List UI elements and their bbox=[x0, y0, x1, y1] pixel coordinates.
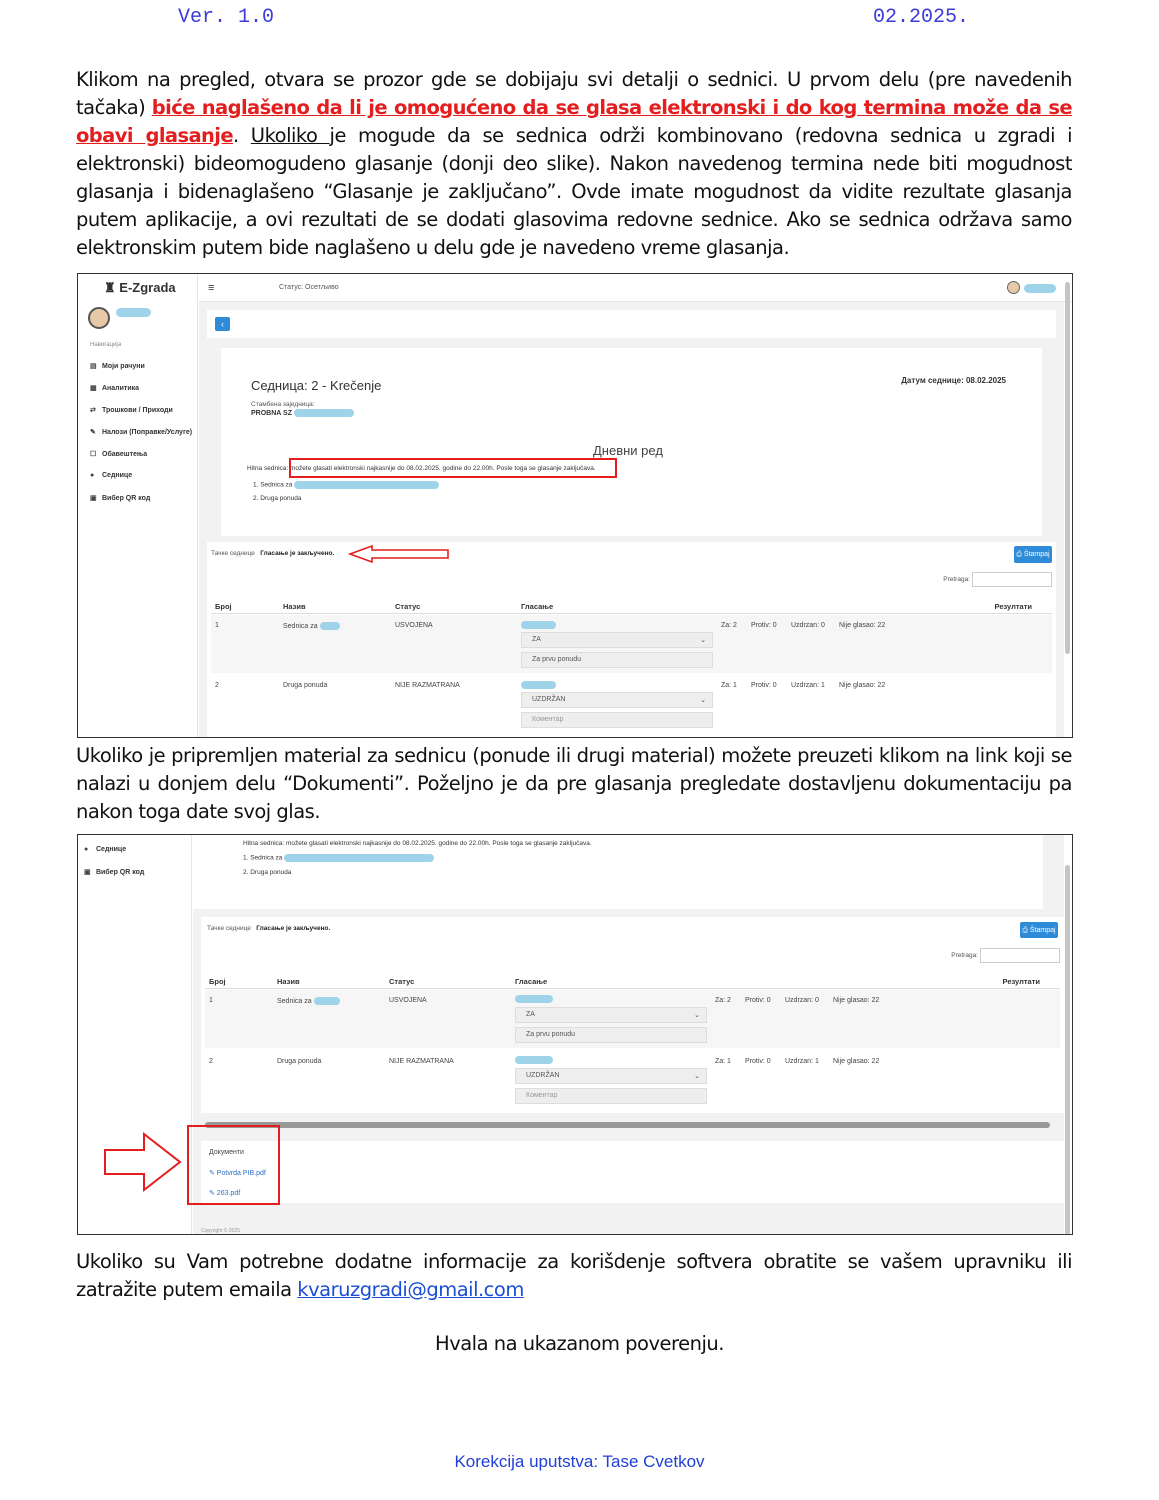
date-label: 02.2025. bbox=[873, 6, 970, 29]
sidebar-item-notices[interactable]: ☐ Обавештења bbox=[90, 451, 148, 458]
email-link[interactable]: kvaruzgradi@gmail.com bbox=[297, 1278, 524, 1301]
result-protiv: Protiv: 0 bbox=[745, 997, 771, 1004]
voter-blurred bbox=[515, 995, 553, 1003]
closing-paragraph bbox=[76, 1248, 1072, 1304]
screenshot-documents bbox=[77, 834, 1073, 1235]
menu-icon[interactable]: ≡ bbox=[208, 282, 215, 294]
topbar-avatar[interactable] bbox=[1007, 281, 1020, 294]
topbar-user-blurred bbox=[1024, 284, 1056, 293]
chevron-down-icon: ⌄ bbox=[700, 637, 706, 644]
app-logo[interactable]: ♜ E-Zgrada bbox=[104, 280, 176, 295]
row-name-blurred bbox=[314, 997, 340, 1005]
urgent-notice: Hitna sednica: možete glasati elektronski najkasnije do 08.02.2025. godine do 22.00h. Posle toga se glasanje zaključava. bbox=[243, 840, 592, 847]
version-label: Ver. 1.0 bbox=[178, 6, 275, 29]
col-name[interactable]: Назив bbox=[277, 977, 300, 986]
result-za: Za: 1 bbox=[715, 1058, 731, 1065]
status-text: Статус: Осетљиво bbox=[279, 284, 339, 291]
voter-blurred bbox=[521, 621, 556, 629]
vote-select[interactable]: ZA ⌄ bbox=[515, 1007, 707, 1023]
row-name-blurred bbox=[320, 622, 340, 630]
intro-text-1: Klikom na pregled, otvara se prozor gde se dobijaju svi detalji o sednici. U prvom delu (pre navedenih tačaka) bbox=[76, 68, 1072, 119]
row-status: USVOJENA bbox=[395, 622, 433, 629]
table-row bbox=[211, 675, 1052, 733]
session-date: Датум седнице: 08.02.2025 bbox=[901, 376, 1006, 385]
chevron-down-icon: ⌄ bbox=[694, 1012, 700, 1019]
result-protiv: Protiv: 0 bbox=[751, 682, 777, 689]
row-name: Druga ponuda bbox=[277, 1058, 322, 1065]
screenshot-session-detail bbox=[77, 273, 1073, 738]
col-name[interactable]: Назив bbox=[283, 602, 306, 611]
result-nije: Nije glasao: 22 bbox=[839, 622, 886, 629]
print-button[interactable]: ⎙ Štampaj bbox=[1020, 922, 1058, 938]
highlight-box bbox=[289, 458, 617, 478]
result-nije: Nije glasao: 22 bbox=[833, 997, 880, 1004]
voter-blurred bbox=[515, 1056, 553, 1064]
sidebar-item-expenses[interactable]: ⇄ Трошкови / Приходи bbox=[90, 407, 173, 414]
table-row bbox=[205, 990, 1060, 1048]
result-uzdrzan: Uzdrzan: 0 bbox=[785, 997, 819, 1004]
highlight-box bbox=[187, 1125, 280, 1205]
sidebar-item-accounts[interactable]: ▤ Моји рачуни bbox=[90, 363, 145, 370]
points-panel bbox=[201, 917, 1064, 1113]
col-results[interactable]: Резултати bbox=[1002, 977, 1040, 986]
chevron-down-icon: ⌄ bbox=[700, 697, 706, 704]
col-number[interactable]: Број bbox=[215, 602, 232, 611]
row-number: 1 bbox=[209, 997, 213, 1004]
table-header bbox=[205, 973, 1060, 989]
intro-underlined-word: Ukoliko bbox=[250, 124, 330, 147]
vote-select[interactable]: UZDRŽAN ⌄ bbox=[521, 692, 713, 708]
row-status: USVOJENA bbox=[389, 997, 427, 1004]
row-status: NIJE RAZMATRANA bbox=[389, 1058, 454, 1065]
chat-icon: ● bbox=[84, 846, 89, 853]
vote-select[interactable]: UZDRŽAN ⌄ bbox=[515, 1068, 707, 1084]
building-icon: ♜ bbox=[104, 280, 116, 295]
intro-paragraph bbox=[76, 66, 1072, 262]
search-label: Pretraga: bbox=[951, 952, 978, 959]
result-za: Za: 1 bbox=[721, 682, 737, 689]
urgent-notice: Hitna sednica: možete glasati elektronski najkasnije do 08.02.2025. godine do 22.00h. Posle toga se glasanje zaključava. bbox=[247, 465, 596, 472]
nav-label: Навигација bbox=[90, 342, 122, 348]
session-title: Седница: 2 - Krečenje bbox=[251, 378, 382, 393]
table-row bbox=[211, 615, 1052, 673]
agenda-item-1: 1. Sednica za bbox=[243, 854, 434, 862]
print-button[interactable]: ⎙ Štampaj bbox=[1014, 546, 1052, 563]
col-results[interactable]: Резултати bbox=[994, 602, 1032, 611]
table-header bbox=[211, 598, 1052, 614]
agenda-item-blurred bbox=[284, 854, 434, 862]
comment-field[interactable]: Za prvu ponudu bbox=[515, 1027, 707, 1043]
agenda-title: Дневни ред bbox=[593, 443, 663, 458]
session-card bbox=[221, 348, 1042, 536]
middle-paragraph: Ukoliko je pripremljen material za sednicu (ponude ili drugi material) možete preuzeti klikom na link koji se nalazi u donjem delu “Dokumenti”. Poželjno je da pre glasanja pregledate dostavljenu dokumentaciju pa nakon toga date svoj glas. bbox=[76, 744, 1072, 823]
search-input[interactable] bbox=[972, 572, 1052, 587]
wrench-icon: ✎ bbox=[90, 429, 96, 436]
arrow-left-icon bbox=[347, 544, 452, 564]
sidebar bbox=[78, 274, 198, 738]
comment-field[interactable]: Коментар bbox=[515, 1088, 707, 1104]
avatar[interactable] bbox=[88, 307, 110, 329]
back-bar bbox=[207, 310, 1056, 338]
search-label: Pretraga: bbox=[943, 576, 970, 583]
thanks-text: Hvala na ukazanom poverenju. bbox=[435, 1332, 724, 1355]
sidebar-item-viber-qr[interactable]: ▣ Вибер QR код bbox=[90, 495, 151, 502]
vote-select[interactable]: ZA ⌄ bbox=[521, 632, 713, 648]
arrow-right-icon bbox=[102, 1131, 184, 1193]
documents-label: Документи bbox=[209, 1149, 244, 1156]
documents-panel bbox=[201, 1141, 1064, 1203]
document-link[interactable]: ✎ Potvrda PIB.pdf bbox=[209, 1170, 266, 1177]
points-label: Тачке седнице Гласање је закључено. bbox=[207, 925, 331, 932]
chevron-down-icon: ⌄ bbox=[694, 1073, 700, 1080]
calculator-icon: ▦ bbox=[90, 385, 97, 392]
back-button[interactable]: ‹ bbox=[215, 317, 230, 331]
col-status[interactable]: Статус bbox=[395, 602, 421, 611]
sidebar-item-orders[interactable]: ✎ Налози (Поправке/Услуге) bbox=[90, 429, 193, 436]
col-vote[interactable]: Гласање bbox=[515, 977, 548, 986]
scrollbar[interactable] bbox=[1065, 865, 1070, 1235]
sidebar-item-analytics[interactable]: ▦ Аналитика bbox=[90, 385, 140, 392]
user-name-blurred bbox=[116, 308, 151, 317]
row-number: 2 bbox=[209, 1058, 213, 1065]
search-input[interactable] bbox=[980, 948, 1060, 963]
col-number[interactable]: Број bbox=[209, 977, 226, 986]
exchange-icon: ⇄ bbox=[90, 407, 96, 414]
scrollbar[interactable] bbox=[1065, 282, 1070, 654]
result-protiv: Protiv: 0 bbox=[745, 1058, 771, 1065]
agenda-item-blurred bbox=[294, 481, 439, 489]
result-za: Za: 2 bbox=[721, 622, 737, 629]
result-uzdrzan: Uzdrzan: 1 bbox=[785, 1058, 819, 1065]
row-status: NIJE RAZMATRANA bbox=[395, 682, 460, 689]
row-name: Druga ponuda bbox=[283, 682, 328, 689]
footer-credit: Korekcija uputstva: Tase Cvetkov bbox=[454, 1452, 705, 1471]
row-number: 1 bbox=[215, 622, 219, 629]
col-vote[interactable]: Гласање bbox=[521, 602, 554, 611]
result-nije: Nije glasao: 22 bbox=[839, 682, 886, 689]
col-status[interactable]: Статус bbox=[389, 977, 415, 986]
intro-red-text: biće naglašeno da li je omogućeno da se glasa elektronski i do kog termina može da se obavi glasanje bbox=[76, 96, 1073, 147]
result-protiv: Protiv: 0 bbox=[751, 622, 777, 629]
file-icon: ▤ bbox=[90, 363, 97, 370]
copyright: Copyright © 2025 bbox=[201, 1228, 240, 1234]
row-number: 2 bbox=[215, 682, 219, 689]
intro-red-end: . bbox=[233, 124, 239, 147]
main-area bbox=[193, 835, 1064, 1234]
result-uzdrzan: Uzdrzan: 1 bbox=[791, 682, 825, 689]
comment-field[interactable]: Коментар bbox=[521, 712, 713, 728]
row-name: Sednica za bbox=[283, 622, 340, 630]
closing-text: Ukoliko su Vam potrebne dodatne informacije za korišdenje softvera obratite se vašem upravniku ili zatražite putem emaila bbox=[76, 1250, 1072, 1301]
horizontal-scrollbar[interactable] bbox=[205, 1122, 1050, 1128]
points-panel bbox=[207, 542, 1056, 737]
agenda-card bbox=[193, 835, 1043, 909]
table-row bbox=[205, 1051, 1060, 1109]
agenda-item-1: 1. Sednica za bbox=[253, 481, 439, 489]
row-name: Sednica za bbox=[277, 997, 340, 1005]
community-label: Стамбена заједница: bbox=[251, 401, 315, 408]
document-link[interactable]: ✎ 263.pdf bbox=[209, 1190, 241, 1197]
result-uzdrzan: Uzdrzan: 0 bbox=[791, 622, 825, 629]
result-nije: Nije glasao: 22 bbox=[833, 1058, 880, 1065]
note-icon: ☐ bbox=[90, 451, 97, 458]
topbar bbox=[199, 274, 1072, 302]
main-area bbox=[199, 302, 1064, 737]
sidebar-item-sessions[interactable]: ● Седнице bbox=[90, 472, 133, 479]
comment-field[interactable]: Za prvu ponudu bbox=[521, 652, 713, 668]
agenda-item-2: 2. Druga ponuda bbox=[243, 869, 292, 876]
chat-icon: ● bbox=[90, 472, 95, 479]
sidebar-item-viber-qr[interactable]: ▣ Вибер QR код bbox=[84, 869, 145, 876]
sidebar-item-sessions[interactable]: ● Седнице bbox=[84, 846, 127, 853]
community-blurred bbox=[294, 409, 354, 417]
result-za: Za: 2 bbox=[715, 997, 731, 1004]
community-value: PROBNA SZ bbox=[251, 409, 354, 417]
qr-icon: ▣ bbox=[84, 869, 91, 876]
points-label: Тачке седнице Гласање је закључено. bbox=[211, 550, 335, 557]
intro-text-2: je mogude da se sednica održi kombinovano (redovna sednica u zgradi i elektronski) bideomogudeno glasanje (donji deo slike). Nakon navedenog termina nede biti mogudnost glasanja i bidenaglašeno “Glasanje je zaključano”. Ovde imate mogudnost da vidite rezultate glasanja putem aplikacije, a ovi rezultati de se dodati glasovima redovne sednice. Ako se sednica održava samo elektronskim putem bide naglašeno u delu gde je navedeno vreme glasanja. bbox=[76, 124, 1072, 259]
agenda-item-2: 2. Druga ponuda bbox=[253, 495, 302, 502]
qr-icon: ▣ bbox=[90, 495, 97, 502]
voter-blurred bbox=[521, 681, 556, 689]
